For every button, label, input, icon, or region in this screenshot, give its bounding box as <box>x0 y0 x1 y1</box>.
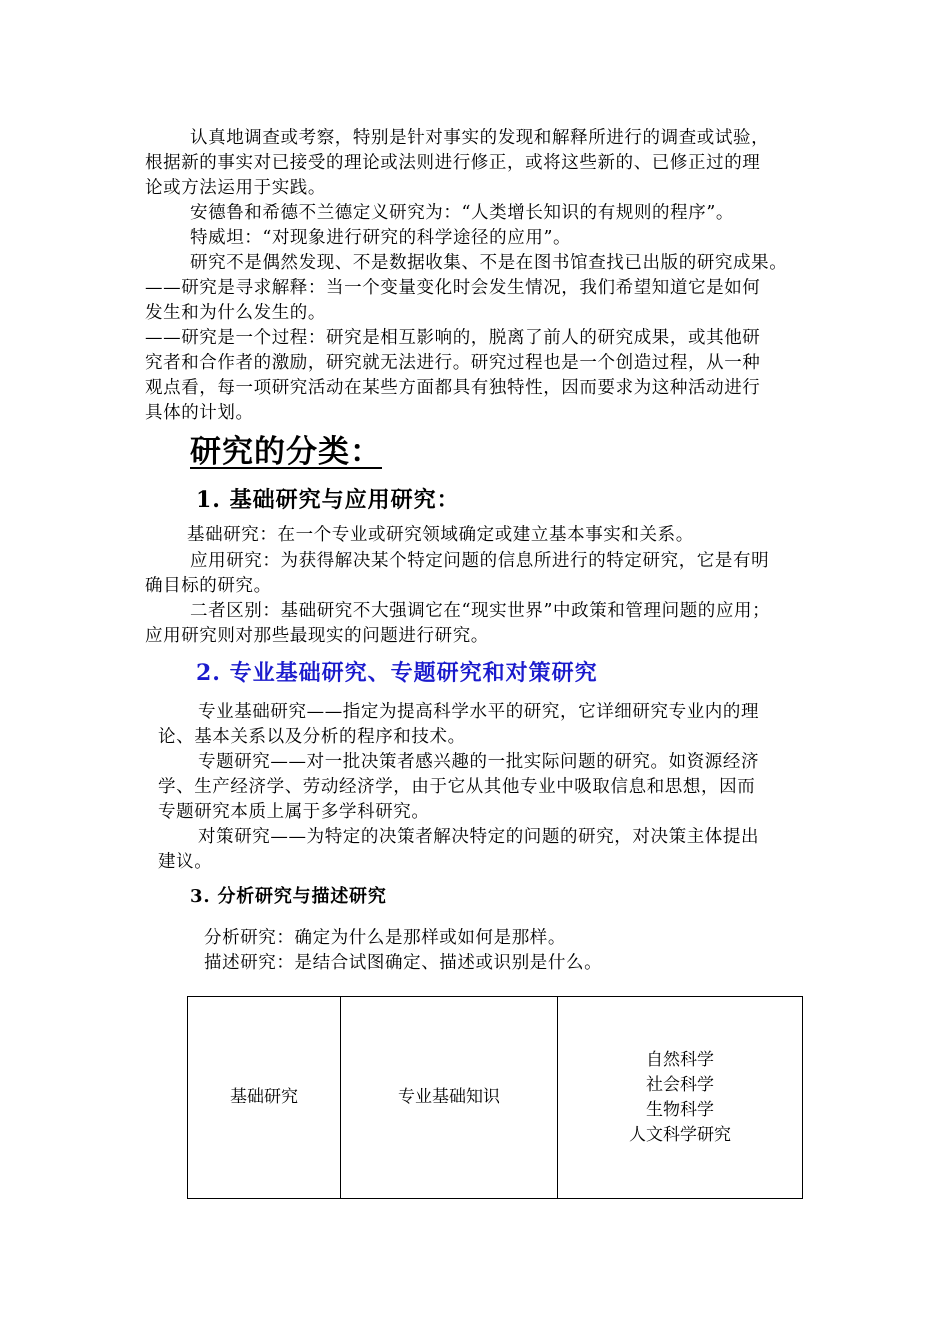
paragraph-line: 描述研究：是结合试图确定、描述或识别是什么。 <box>204 953 603 973</box>
section-title: 研究的分类： <box>190 434 382 470</box>
paragraph-line: 专业基础研究——指定为提高科学水平的研究，它详细研究专业内的理 <box>198 702 760 722</box>
discipline-item: 人文科学研究 <box>629 1124 731 1145</box>
paragraph-line: 应用研究则对那些最现实的问题进行研究。 <box>145 626 489 646</box>
paragraph-line: 分析研究：确定为什么是那样或如何是那样。 <box>204 928 566 948</box>
paragraph-line: 学、生产经济学、劳动经济学，由于它从其他专业中吸取信息和思想，因而 <box>158 777 756 797</box>
paragraph-line: 基础研究：在一个专业或研究领域确定或建立基本事实和关系。 <box>187 525 694 545</box>
paragraph-line: 安德鲁和希德不兰德定义研究为：“人类增长知识的有规则的程序”。 <box>190 203 734 223</box>
paragraph-line: 认真地调查或考察，特别是针对事实的发现和解释所进行的调查或试验， <box>190 128 770 148</box>
table-cell: 专业基础知识 <box>341 997 558 1199</box>
subsection-title-3: 3. 分析研究与描述研究 <box>190 886 387 907</box>
paragraph-line: 究者和合作者的激励，研究就无法进行。研究过程也是一个创造过程，从一种 <box>145 353 761 373</box>
paragraph-line: 发生和为什么发生的。 <box>145 303 326 323</box>
paragraph-line: 专题研究——对一批决策者感兴趣的一批实际问题的研究。如资源经济 <box>198 752 760 772</box>
paragraph-line: 二者区别：基础研究不大强调它在“现实世界”中政策和管理问题的应用； <box>190 601 771 621</box>
paragraph-line: 应用研究：为获得解决某个特定问题的信息所进行的特定研究，它是有明 <box>190 551 770 571</box>
subsection-title-2: 2. 专业基础研究、专题研究和对策研究 <box>196 660 598 686</box>
discipline-item: 生物科学 <box>646 1099 714 1120</box>
classification-table <box>187 996 803 1199</box>
table-cell: 基础研究 <box>188 997 341 1199</box>
paragraph-line: 具体的计划。 <box>145 403 254 423</box>
discipline-item: 自然科学 <box>646 1049 714 1070</box>
paragraph-line: 对策研究——为特定的决策者解决特定的问题的研究，对决策主体提出 <box>198 827 760 847</box>
paragraph-line: 根据新的事实对已接受的理论或法则进行修正，或将这些新的、已修正过的理 <box>145 153 761 173</box>
paragraph-line: 观点看，每一项研究活动在某些方面都具有独特性，因而要求为这种活动进行 <box>145 378 761 398</box>
paragraph-line: ——研究是一个过程：研究是相互影响的，脱离了前人的研究成果，或其他研 <box>145 328 761 348</box>
paragraph-line: 特威坦：“对现象进行研究的科学途径的应用”。 <box>190 228 572 248</box>
paragraph-line: 确目标的研究。 <box>145 576 272 596</box>
paragraph-line: ——研究是寻求解释：当一个变量变化时会发生情况，我们希望知道它是如何 <box>145 278 761 298</box>
subsection-title-1: 1. 基础研究与应用研究： <box>196 487 460 513</box>
paragraph-line: 研究不是偶然发现、不是数据收集、不是在图书馆查找已出版的研究成果。 <box>190 253 788 273</box>
table-row <box>188 997 803 1199</box>
paragraph-line: 论、基本关系以及分析的程序和技术。 <box>158 727 466 747</box>
paragraph-line: 论或方法运用于实践。 <box>145 178 326 198</box>
table-cell <box>558 997 803 1199</box>
discipline-item: 社会科学 <box>646 1074 714 1095</box>
paragraph-line: 专题研究本质上属于多学科研究。 <box>158 802 430 822</box>
paragraph-line: 建议。 <box>158 852 213 872</box>
